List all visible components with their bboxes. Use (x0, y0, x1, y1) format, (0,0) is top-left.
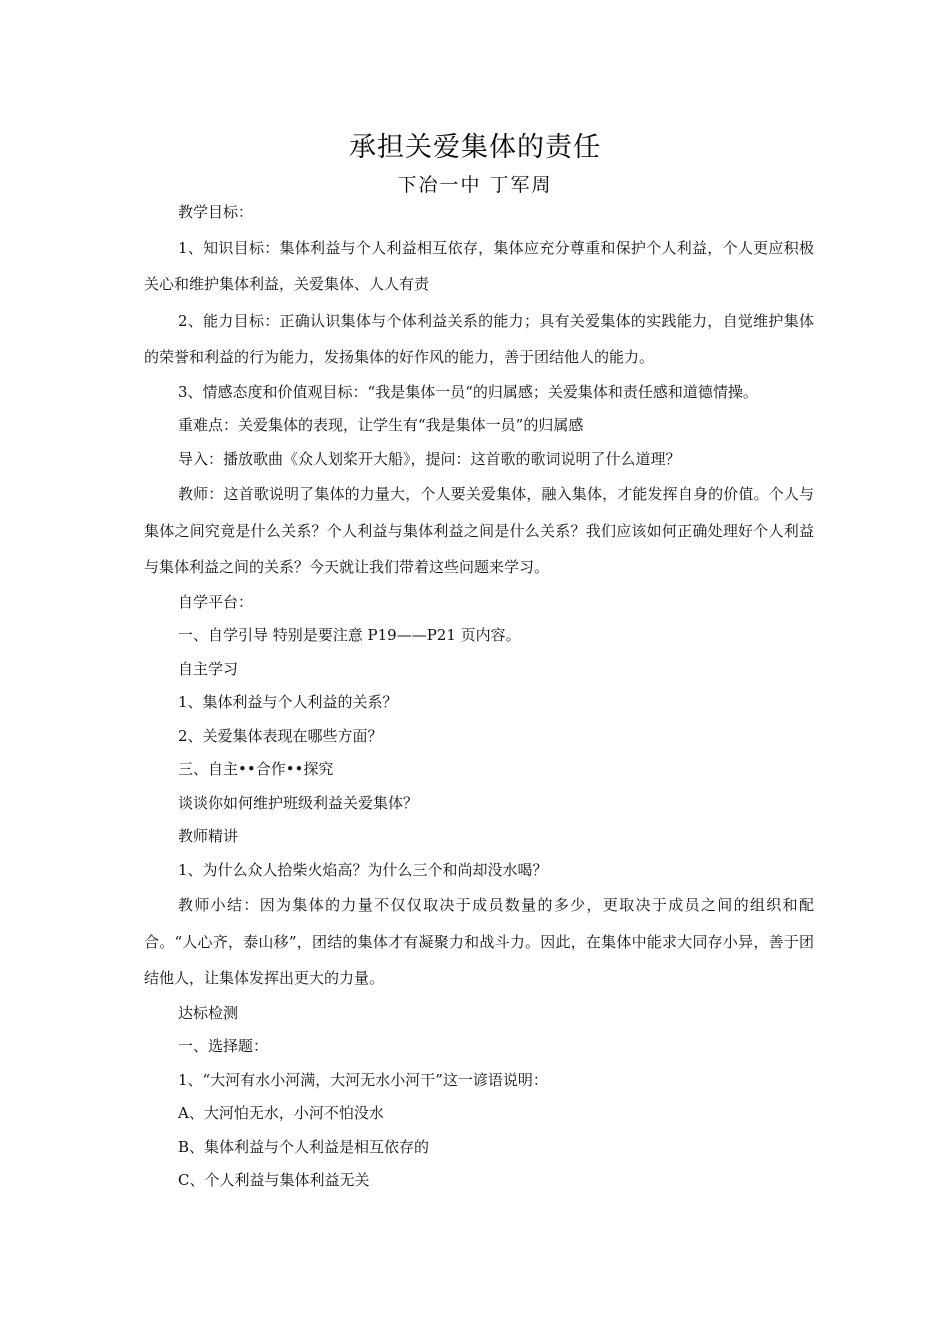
paragraph-discussion: 谈谈你如何维护班级利益关爱集体？ (178, 793, 419, 812)
paragraph-emotion-goal: 3、情感态度和价值观目标：“我是集体一员“的归属感；关爱集体和责任感和道德情操。 (178, 382, 758, 401)
paragraph-option-a: A、大河怕无水，小河不怕没水 (178, 1104, 384, 1122)
paragraph-option-b: B、集体利益与个人利益是相互依存的 (178, 1137, 430, 1156)
paragraph-introduction: 导入：播放歌曲《众人划桨开大船》，提问：这首歌的歌词说明了什么道理？ (178, 449, 681, 468)
document-title: 承担关爱集体的责任 (349, 132, 601, 163)
paragraph-lecture-question: 1、为什么众人拾柴火焰高？为什么三个和尚却没水喝？ (178, 860, 548, 879)
paragraph-teacher-lecture: 教师精讲 (178, 827, 239, 845)
paragraph-question-1: 1、集体利益与个人利益的关系？ (178, 693, 398, 711)
paragraph-choice-question-1: 1、“大河有水小河满，大河无水小河干”这一谚语说明： (178, 1070, 548, 1089)
paragraph-self-study-platform: 自学平台： (178, 592, 254, 611)
paragraph-assessment: 达标检测 (178, 1003, 239, 1022)
paragraph-choice-heading: 一、选择题： (178, 1037, 269, 1055)
paragraph-independent-study: 自主学习 (178, 659, 239, 678)
document-author: 下冶一中 丁军周 (397, 174, 553, 196)
paragraph-knowledge-goal: 1、知识目标：集体利益与个人利益相互依存，集体应充分尊重和保护个人利益，个人更应积极关心和维护集体利益，关爱集体、人人有责 (144, 238, 814, 293)
paragraph-ability-goal: 2、能力目标：正确认识集体与个体利益关系的能力；具有关爱集体的实践能力，自觉维护集体的荣誉和利益的行为能力，发扬集体的好作风的能力，善于团结他人的能力。 (144, 311, 814, 366)
paragraph-option-c: C、个人利益与集体利益无关 (178, 1171, 370, 1189)
paragraph-self-study-guide: 一、自学引导 特别是要注意 P19——P21 页内容。 (178, 626, 521, 644)
paragraph-cooperation: 三、自主••合作••探究 (178, 760, 334, 778)
paragraph-key-points: 重难点：关爱集体的表现，让学生有“我是集体一员”的归属感 (178, 416, 584, 434)
paragraph-teacher-intro: 教师：这首歌说明了集体的力量大，个人要关爱集体，融入集体，才能发挥自身的价值。个人与集体之间究竟是什么关系？个人利益与集体利益之间是什么关系？我们应该如何正确处理好个人利益与集体利益之间的关系？今天就让我们带着这些问题来学习。 (144, 485, 814, 576)
paragraph-question-2: 2、关爱集体表现在哪些方面？ (178, 726, 383, 745)
document-body (144, 196, 814, 1198)
paragraph-teacher-summary: 教师小结：因为集体的力量不仅仅取决于成员数量的多少，更取决于成员之间的组织和配合。“人心齐，泰山移”，团结的集体才有凝聚力和战斗力。因此，在集体中能求大同存小异，善于团结他人，让集体发挥出更大的力量。 (144, 896, 814, 987)
paragraph-teaching-goals: 教学目标： (178, 203, 254, 221)
